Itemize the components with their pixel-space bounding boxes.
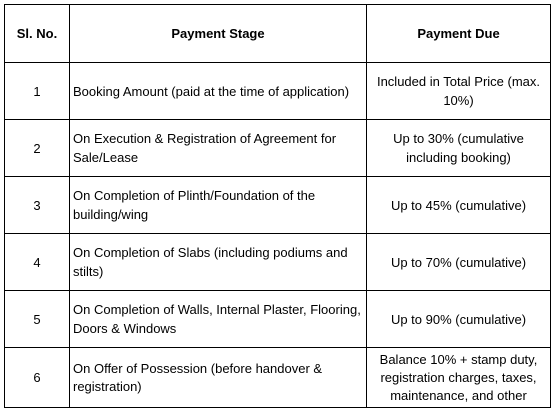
cell-payment-stage: On Execution & Registration of Agreement for Sale/Lease bbox=[70, 120, 367, 177]
cell-payment-due: Up to 90% (cumulative) bbox=[367, 291, 551, 348]
table-row bbox=[5, 120, 551, 177]
cell-sl-no: 2 bbox=[5, 120, 70, 177]
cell-sl-no: 3 bbox=[5, 177, 70, 234]
cell-payment-due: Included in Total Price (max. 10%) bbox=[367, 63, 551, 120]
header-sl-no: Sl. No. bbox=[5, 5, 70, 63]
cell-sl-no: 5 bbox=[5, 291, 70, 348]
table-row bbox=[5, 348, 551, 408]
header-payment-stage: Payment Stage bbox=[70, 5, 367, 63]
cell-sl-no: 6 bbox=[5, 348, 70, 408]
header-payment-due: Payment Due bbox=[367, 5, 551, 63]
cell-sl-no: 1 bbox=[5, 63, 70, 120]
cell-payment-due: Balance 10% + stamp duty, registration charges, taxes, maintenance, and other bbox=[367, 348, 551, 408]
cell-payment-stage: On Completion of Walls, Internal Plaster, Flooring, Doors & Windows bbox=[70, 291, 367, 348]
table-row bbox=[5, 177, 551, 234]
cell-payment-due: Up to 45% (cumulative) bbox=[367, 177, 551, 234]
payment-schedule-table bbox=[4, 4, 551, 408]
cell-payment-stage: On Completion of Plinth/Foundation of the building/wing bbox=[70, 177, 367, 234]
cell-payment-stage: On Completion of Slabs (including podiums and stilts) bbox=[70, 234, 367, 291]
table-row bbox=[5, 63, 551, 120]
cell-payment-due: Up to 70% (cumulative) bbox=[367, 234, 551, 291]
table-row bbox=[5, 234, 551, 291]
cell-payment-stage: Booking Amount (paid at the time of application) bbox=[70, 63, 367, 120]
cell-payment-stage: On Offer of Possession (before handover & registration) bbox=[70, 348, 367, 408]
cell-payment-due: Up to 30% (cumulative including booking) bbox=[367, 120, 551, 177]
table-row bbox=[5, 291, 551, 348]
cell-sl-no: 4 bbox=[5, 234, 70, 291]
table-header-row bbox=[5, 5, 551, 63]
